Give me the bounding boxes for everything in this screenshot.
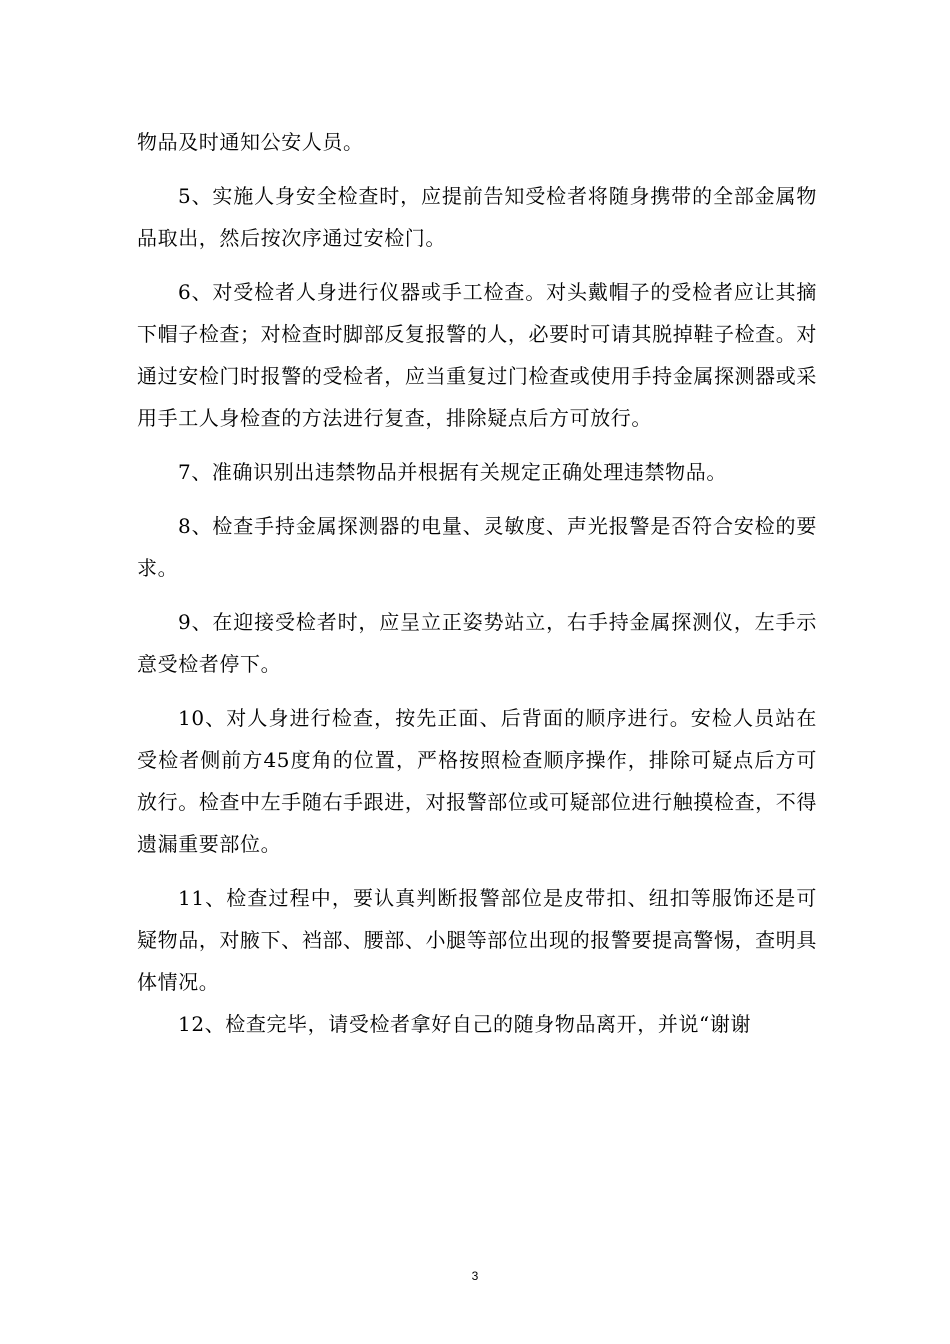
paragraph-item-11: 11、检查过程中，要认真判断报警部位是皮带扣、纽扣等服饰还是可疑物品，对腋下、裆部、腰部、小腿等部位出现的报警要提高警惕，查明具体情况。 [137, 886, 817, 994]
paragraph-continuation: 物品及时通知公安人员。 [137, 130, 364, 154]
paragraph-item-9: 9、在迎接受检者时，应呈立正姿势站立，右手持金属探测仪，左手示意受检者停下。 [137, 610, 817, 676]
body-text [137, 121, 817, 1045]
paragraph-item-8: 8、检查手持金属探测器的电量、灵敏度、声光报警是否符合安检的要求。 [137, 514, 817, 580]
paragraph-item-6: 6、对受检者人身进行仪器或手工检查。对头戴帽子的受检者应让其摘下帽子检查；对检查时脚部反复报警的人，必要时可请其脱掉鞋子检查。对通过安检门时报警的受检者，应当重复过门检查或使用手持金属探测器或采用手工人身检查的方法进行复查，排除疑点后方可放行。 [137, 280, 817, 430]
paragraph-item-10: 10、对人身进行检查，按先正面、后背面的顺序进行。安检人员站在受检者侧前方45度角的位置，严格按照检查顺序操作，排除可疑点后方可放行。检查中左手随右手跟进，对报警部位或可疑部位进行触摸检查，不得遗漏重要部位。 [137, 706, 817, 856]
page-number: 3 [471, 1269, 479, 1283]
paragraph-item-5: 5、实施人身安全检查时，应提前告知受检者将随身携带的全部金属物品取出，然后按次序通过安检门。 [137, 184, 817, 250]
paragraph-item-7: 7、准确识别出违禁物品并根据有关规定正确处理违禁物品。 [178, 460, 727, 484]
paragraph-item-12: 12、检查完毕，请受检者拿好自己的随身物品离开，并说“谢谢 [178, 1012, 752, 1036]
